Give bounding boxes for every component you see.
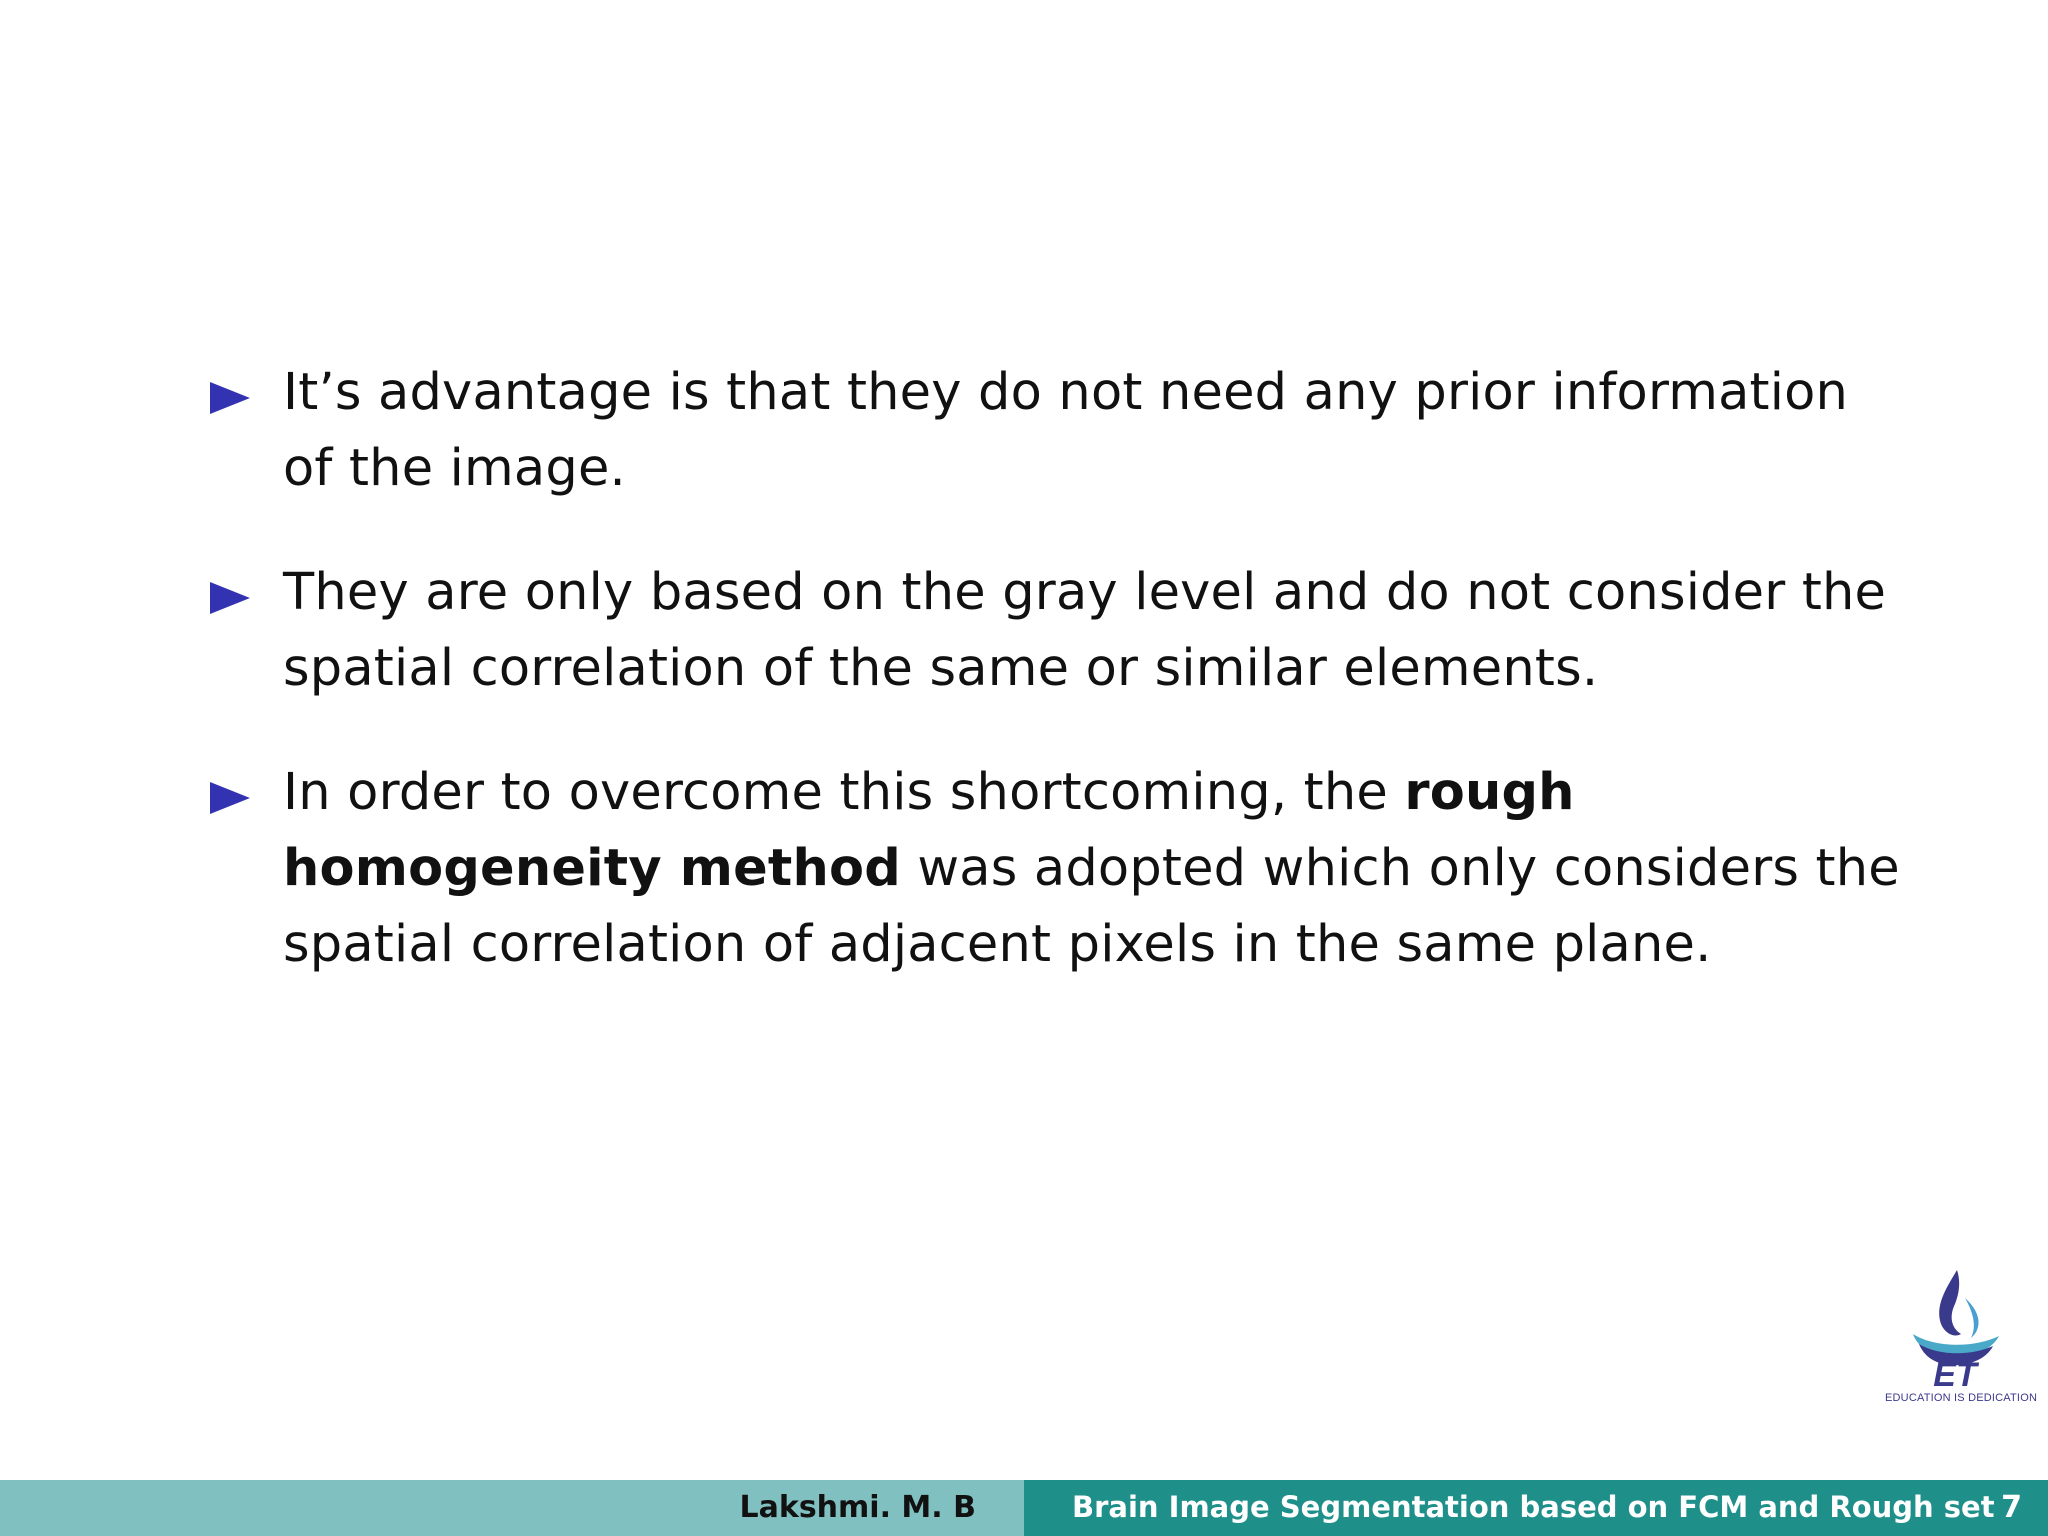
bullet-text-3-bold: rough homogeneity method [283, 763, 1575, 898]
triangle-bullet-icon [210, 582, 250, 614]
footer-page-number: 7 [2001, 1490, 2022, 1525]
bullet-text-3a: In order to overcome this shortcoming, the [283, 763, 1405, 822]
bullet-text-1: It’s advantage is that they do not need any prior information of the image. [283, 363, 1849, 498]
bullet-list [205, 355, 1905, 1031]
bullet-item-3 [205, 755, 1905, 983]
bullet-text-3b: was adopted which only considers the spatial correlation of adjacent pixels in the same plane. [283, 839, 1900, 974]
bullet-item-1 [205, 355, 1905, 507]
flame-lamp-logo-icon [1905, 1268, 2005, 1390]
logo-letters: ET [1933, 1356, 1977, 1390]
logo-tagline: EDUCATION IS DEDICATION [1885, 1392, 2038, 1404]
footer-bar [0, 1480, 2048, 1536]
bullet-item-2 [205, 555, 1905, 707]
footer-author: Lakshmi. M. B [739, 1490, 976, 1525]
triangle-bullet-icon [210, 782, 250, 814]
footer-title-section [1024, 1480, 2048, 1536]
institution-logo [1885, 1268, 2038, 1413]
bullet-text-2: They are only based on the gray level and do not consider the spatial correlation of the same or similar elements. [283, 563, 1887, 698]
footer-presentation-title: Brain Image Segmentation based on FCM and Rough set [1072, 1490, 1995, 1524]
triangle-bullet-icon [210, 382, 250, 414]
footer-author-section [0, 1480, 1024, 1536]
